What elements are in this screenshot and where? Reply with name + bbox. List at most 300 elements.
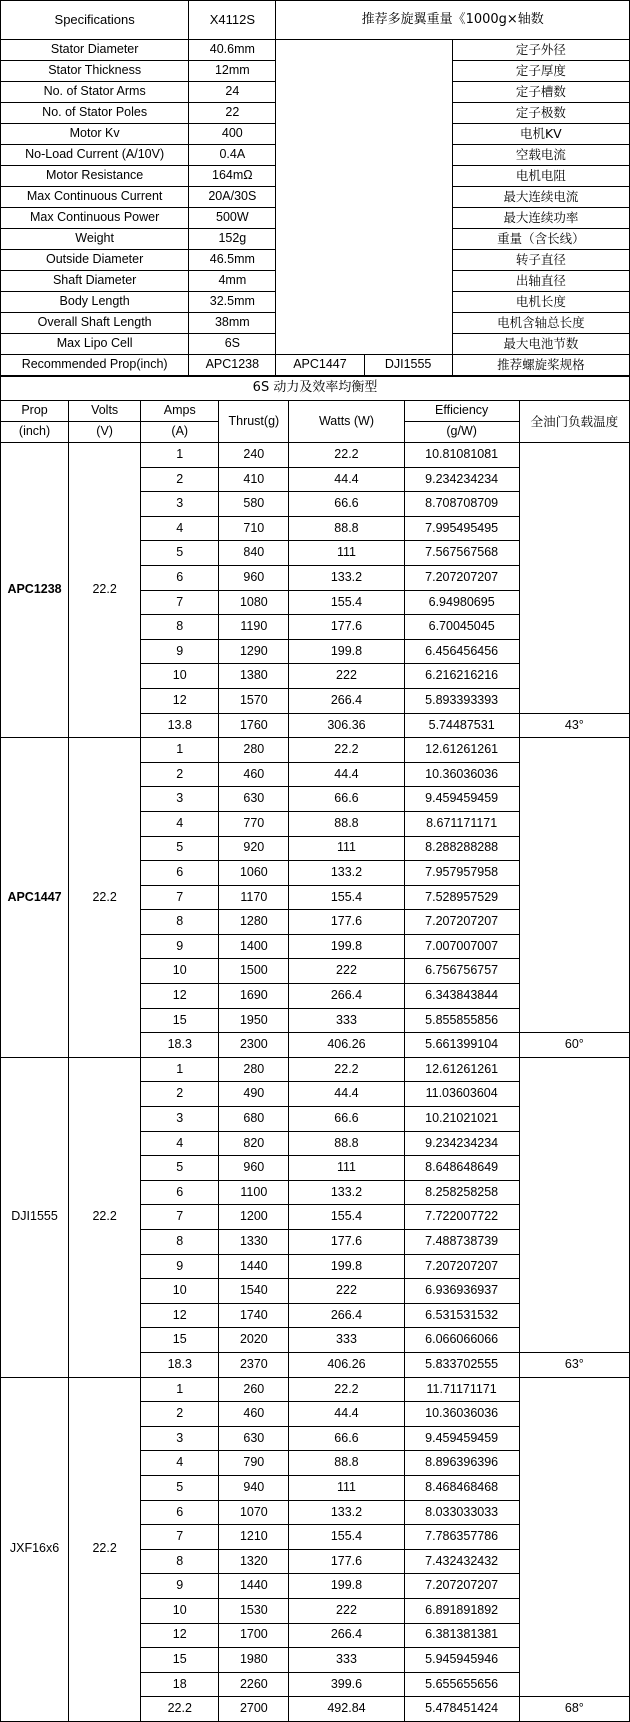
cell-efficiency: 6.94980695 [404, 590, 519, 615]
cell-amps: 7 [141, 1205, 219, 1230]
cell-efficiency: 10.81081081 [404, 443, 519, 468]
spec-label-cn: 最大连续功率 [452, 208, 629, 229]
cell-amps: 3 [141, 787, 219, 812]
cell-thrust: 790 [219, 1451, 289, 1476]
cell-efficiency: 8.033033033 [404, 1500, 519, 1525]
group-temp-blank [519, 1057, 629, 1352]
cell-watts: 88.8 [289, 1451, 404, 1476]
spec-label: Max Continuous Power [1, 208, 189, 229]
cell-amps: 9 [141, 1254, 219, 1279]
group-prop-name: APC1447 [1, 738, 69, 1058]
group-prop-name: APC1238 [1, 443, 69, 738]
spec-label: No. of Stator Poles [1, 103, 189, 124]
cell-thrust: 1760 [219, 713, 289, 738]
cell-thrust: 490 [219, 1082, 289, 1107]
cell-efficiency: 11.71171171 [404, 1377, 519, 1402]
col-header-thrust: Thrust(g) [219, 401, 289, 443]
spec-value: 22 [189, 103, 276, 124]
cell-amps: 10 [141, 959, 219, 984]
cell-efficiency: 5.74487531 [404, 713, 519, 738]
cell-efficiency: 7.957957958 [404, 861, 519, 886]
cell-efficiency: 7.207207207 [404, 1254, 519, 1279]
spec-label-cn: 电机长度 [452, 292, 629, 313]
cell-amps: 2 [141, 1082, 219, 1107]
cell-efficiency: 6.456456456 [404, 639, 519, 664]
spec-row [1, 40, 630, 61]
cell-thrust: 710 [219, 516, 289, 541]
col-header-temperature: 全油门负载温度 [519, 401, 629, 443]
cell-thrust: 1280 [219, 910, 289, 935]
cell-amps: 3 [141, 1426, 219, 1451]
cell-amps: 15 [141, 1008, 219, 1033]
cell-watts: 266.4 [289, 984, 404, 1009]
cell-amps: 4 [141, 1131, 219, 1156]
cell-watts: 333 [289, 1648, 404, 1673]
cell-watts: 222 [289, 959, 404, 984]
cell-efficiency: 7.488738739 [404, 1230, 519, 1255]
cell-thrust: 920 [219, 836, 289, 861]
group-prop-name: DJI1555 [1, 1057, 69, 1377]
cell-amps: 4 [141, 811, 219, 836]
spec-label-cn: 定子极数 [452, 103, 629, 124]
cell-watts: 222 [289, 664, 404, 689]
cell-thrust: 460 [219, 1402, 289, 1427]
spec-label-cn: 定子厚度 [452, 61, 629, 82]
cell-amps: 9 [141, 934, 219, 959]
cell-watts: 155.4 [289, 1205, 404, 1230]
cell-watts: 88.8 [289, 1131, 404, 1156]
cell-amps: 10 [141, 1598, 219, 1623]
cell-watts: 222 [289, 1279, 404, 1304]
cell-thrust: 1440 [219, 1254, 289, 1279]
spec-label-cn: 定子外径 [452, 40, 629, 61]
group-temperature: 60° [519, 1033, 629, 1058]
cell-thrust: 580 [219, 492, 289, 517]
cell-amps: 18 [141, 1672, 219, 1697]
cell-efficiency: 5.945945946 [404, 1648, 519, 1673]
cell-efficiency: 9.234234234 [404, 467, 519, 492]
cell-thrust: 1690 [219, 984, 289, 1009]
cell-watts: 88.8 [289, 516, 404, 541]
cell-amps: 9 [141, 639, 219, 664]
spec-value: 32.5mm [189, 292, 276, 313]
col-header-volts: Volts [69, 401, 141, 422]
cell-thrust: 1200 [219, 1205, 289, 1230]
spec-label-cn: 电机KV [452, 124, 629, 145]
cell-amps: 12 [141, 688, 219, 713]
cell-thrust: 1440 [219, 1574, 289, 1599]
spec-label-cn: 电机电阻 [452, 166, 629, 187]
cell-efficiency: 7.722007722 [404, 1205, 519, 1230]
cell-watts: 266.4 [289, 1623, 404, 1648]
cell-amps: 5 [141, 1156, 219, 1181]
cell-watts: 333 [289, 1008, 404, 1033]
cell-efficiency: 7.207207207 [404, 565, 519, 590]
cell-thrust: 1700 [219, 1623, 289, 1648]
cell-efficiency: 5.855855856 [404, 1008, 519, 1033]
cell-watts: 177.6 [289, 910, 404, 935]
cell-watts: 266.4 [289, 688, 404, 713]
table-row [1, 738, 630, 763]
cell-thrust: 820 [219, 1131, 289, 1156]
spec-label: Motor Kv [1, 124, 189, 145]
cell-watts: 66.6 [289, 1107, 404, 1132]
spec-label: Motor Resistance [1, 166, 189, 187]
cell-efficiency: 10.36036036 [404, 762, 519, 787]
cell-thrust: 2700 [219, 1697, 289, 1722]
cell-watts: 88.8 [289, 811, 404, 836]
cell-efficiency: 7.528957529 [404, 885, 519, 910]
cell-amps: 8 [141, 910, 219, 935]
cell-amps: 6 [141, 1500, 219, 1525]
cell-efficiency: 8.708708709 [404, 492, 519, 517]
spec-value: 38mm [189, 313, 276, 334]
cell-efficiency: 5.478451424 [404, 1697, 519, 1722]
cell-efficiency: 6.381381381 [404, 1623, 519, 1648]
cell-efficiency: 5.833702555 [404, 1352, 519, 1377]
cell-amps: 9 [141, 1574, 219, 1599]
cell-thrust: 960 [219, 1156, 289, 1181]
spec-label-cn: 空载电流 [452, 145, 629, 166]
cell-amps: 7 [141, 1525, 219, 1550]
specifications-table [0, 0, 630, 376]
spec-value: 400 [189, 124, 276, 145]
cell-watts: 222 [289, 1598, 404, 1623]
spec-value: 4mm [189, 271, 276, 292]
cell-amps: 12 [141, 984, 219, 1009]
cell-watts: 133.2 [289, 861, 404, 886]
cell-watts: 22.2 [289, 1057, 404, 1082]
recommended-prop-label: Recommended Prop(inch) [1, 355, 189, 376]
cell-amps: 8 [141, 1549, 219, 1574]
cell-watts: 406.26 [289, 1033, 404, 1058]
table-row [1, 1377, 630, 1402]
section-title-row [1, 377, 630, 401]
spec-label-cn: 定子槽数 [452, 82, 629, 103]
cell-efficiency: 6.066066066 [404, 1328, 519, 1353]
group-temp-blank [519, 443, 629, 714]
cell-amps: 12 [141, 1623, 219, 1648]
cell-thrust: 1170 [219, 885, 289, 910]
cell-watts: 22.2 [289, 738, 404, 763]
cell-efficiency: 5.655655656 [404, 1672, 519, 1697]
cell-thrust: 410 [219, 467, 289, 492]
table-row [1, 443, 630, 468]
cell-watts: 177.6 [289, 1230, 404, 1255]
cell-amps: 2 [141, 467, 219, 492]
spec-value: 152g [189, 229, 276, 250]
spec-label-cn: 最大连续电流 [452, 187, 629, 208]
spec-header-row [1, 1, 630, 40]
cell-thrust: 240 [219, 443, 289, 468]
group-volts: 22.2 [69, 1057, 141, 1377]
cell-efficiency: 7.786357786 [404, 1525, 519, 1550]
cell-thrust: 1320 [219, 1549, 289, 1574]
cell-watts: 266.4 [289, 1303, 404, 1328]
spec-label: Stator Diameter [1, 40, 189, 61]
cell-amps: 7 [141, 590, 219, 615]
cell-thrust: 1380 [219, 664, 289, 689]
cell-efficiency: 8.648648649 [404, 1156, 519, 1181]
cell-watts: 111 [289, 836, 404, 861]
table-row [1, 1057, 630, 1082]
cell-thrust: 1060 [219, 861, 289, 886]
group-temperature: 43° [519, 713, 629, 738]
cell-amps: 6 [141, 861, 219, 886]
spec-value: 20A/30S [189, 187, 276, 208]
cell-efficiency: 6.343843844 [404, 984, 519, 1009]
cell-efficiency: 8.468468468 [404, 1475, 519, 1500]
cell-amps: 3 [141, 492, 219, 517]
cell-watts: 44.4 [289, 1402, 404, 1427]
spec-value: 40.6mm [189, 40, 276, 61]
cell-watts: 66.6 [289, 787, 404, 812]
data-header-row-1 [1, 401, 630, 422]
cell-watts: 492.84 [289, 1697, 404, 1722]
cell-thrust: 1500 [219, 959, 289, 984]
spec-label: Stator Thickness [1, 61, 189, 82]
cell-efficiency: 8.258258258 [404, 1180, 519, 1205]
cell-thrust: 1190 [219, 615, 289, 640]
cell-efficiency: 10.36036036 [404, 1402, 519, 1427]
cell-amps: 1 [141, 443, 219, 468]
cell-thrust: 1080 [219, 590, 289, 615]
section-title: 6S 动力及效率均衡型 [1, 377, 630, 401]
cell-thrust: 1330 [219, 1230, 289, 1255]
spec-weight-note: 推荐多旋翼重量《1000g×轴数 [276, 1, 630, 40]
spec-value: 0.4A [189, 145, 276, 166]
cell-thrust: 2300 [219, 1033, 289, 1058]
cell-thrust: 1210 [219, 1525, 289, 1550]
recommended-prop-value: DJI1555 [364, 355, 452, 376]
cell-efficiency: 9.234234234 [404, 1131, 519, 1156]
cell-amps: 8 [141, 615, 219, 640]
recommended-prop-value: APC1238 [189, 355, 276, 376]
cell-watts: 111 [289, 1156, 404, 1181]
cell-thrust: 1740 [219, 1303, 289, 1328]
group-volts: 22.2 [69, 738, 141, 1058]
cell-watts: 22.2 [289, 443, 404, 468]
performance-table [0, 376, 630, 1722]
col-header-watts: Watts (W) [289, 401, 404, 443]
cell-thrust: 2020 [219, 1328, 289, 1353]
cell-watts: 133.2 [289, 1500, 404, 1525]
cell-amps: 6 [141, 565, 219, 590]
cell-thrust: 1400 [219, 934, 289, 959]
cell-thrust: 770 [219, 811, 289, 836]
cell-thrust: 1540 [219, 1279, 289, 1304]
cell-amps: 8 [141, 1230, 219, 1255]
cell-amps: 5 [141, 541, 219, 566]
cell-thrust: 630 [219, 1426, 289, 1451]
cell-thrust: 2370 [219, 1352, 289, 1377]
cell-amps: 22.2 [141, 1697, 219, 1722]
col-header-prop-unit: (inch) [1, 422, 69, 443]
cell-amps: 1 [141, 1377, 219, 1402]
cell-watts: 199.8 [289, 1574, 404, 1599]
cell-amps: 2 [141, 1402, 219, 1427]
spec-value: 12mm [189, 61, 276, 82]
cell-efficiency: 7.007007007 [404, 934, 519, 959]
col-header-volts-unit: (V) [69, 422, 141, 443]
spec-label: Max Lipo Cell [1, 334, 189, 355]
cell-amps: 4 [141, 516, 219, 541]
cell-watts: 199.8 [289, 934, 404, 959]
cell-thrust: 280 [219, 1057, 289, 1082]
group-temperature: 68° [519, 1697, 629, 1722]
cell-watts: 44.4 [289, 1082, 404, 1107]
cell-amps: 5 [141, 836, 219, 861]
spec-label: Body Length [1, 292, 189, 313]
cell-amps: 5 [141, 1475, 219, 1500]
spec-label-cn: 重量（含长线） [452, 229, 629, 250]
spec-label: No-Load Current (A/10V) [1, 145, 189, 166]
cell-efficiency: 5.661399104 [404, 1033, 519, 1058]
spec-value: 24 [189, 82, 276, 103]
cell-watts: 111 [289, 541, 404, 566]
cell-efficiency: 12.61261261 [404, 738, 519, 763]
cell-thrust: 1570 [219, 688, 289, 713]
cell-efficiency: 8.288288288 [404, 836, 519, 861]
cell-amps: 13.8 [141, 713, 219, 738]
spec-label-cn: 电机含轴总长度 [452, 313, 629, 334]
cell-efficiency: 6.756756757 [404, 959, 519, 984]
cell-efficiency: 6.531531532 [404, 1303, 519, 1328]
cell-thrust: 460 [219, 762, 289, 787]
spec-title: Specifications [1, 1, 189, 40]
spec-value: 164mΩ [189, 166, 276, 187]
cell-watts: 399.6 [289, 1672, 404, 1697]
recommended-prop-value: APC1447 [276, 355, 364, 376]
spec-value: 500W [189, 208, 276, 229]
cell-efficiency: 7.432432432 [404, 1549, 519, 1574]
recommended-prop-row [1, 355, 630, 376]
cell-amps: 10 [141, 664, 219, 689]
cell-watts: 199.8 [289, 1254, 404, 1279]
cell-efficiency: 9.459459459 [404, 787, 519, 812]
cell-efficiency: 11.03603604 [404, 1082, 519, 1107]
cell-amps: 7 [141, 885, 219, 910]
cell-amps: 18.3 [141, 1033, 219, 1058]
spec-value: 46.5mm [189, 250, 276, 271]
cell-thrust: 1950 [219, 1008, 289, 1033]
spec-label-cn: 转子直径 [452, 250, 629, 271]
cell-watts: 133.2 [289, 1180, 404, 1205]
cell-efficiency: 7.207207207 [404, 910, 519, 935]
cell-amps: 3 [141, 1107, 219, 1132]
group-temperature: 63° [519, 1352, 629, 1377]
cell-thrust: 940 [219, 1475, 289, 1500]
cell-amps: 1 [141, 1057, 219, 1082]
cell-thrust: 260 [219, 1377, 289, 1402]
cell-thrust: 630 [219, 787, 289, 812]
cell-efficiency: 5.893393393 [404, 688, 519, 713]
group-temp-blank [519, 1377, 629, 1697]
cell-efficiency: 9.459459459 [404, 1426, 519, 1451]
cell-efficiency: 7.995495495 [404, 516, 519, 541]
recommended-prop-label-cn: 推荐螺旋桨规格 [452, 355, 629, 376]
spec-model: X4112S [189, 1, 276, 40]
cell-amps: 15 [141, 1648, 219, 1673]
cell-efficiency: 10.21021021 [404, 1107, 519, 1132]
spec-label: Outside Diameter [1, 250, 189, 271]
cell-thrust: 1290 [219, 639, 289, 664]
cell-watts: 44.4 [289, 467, 404, 492]
col-header-prop: Prop [1, 401, 69, 422]
cell-efficiency: 6.891891892 [404, 1598, 519, 1623]
cell-watts: 177.6 [289, 615, 404, 640]
spec-blank-area [276, 40, 452, 355]
cell-efficiency: 6.70045045 [404, 615, 519, 640]
cell-amps: 4 [141, 1451, 219, 1476]
cell-watts: 199.8 [289, 639, 404, 664]
cell-watts: 306.36 [289, 713, 404, 738]
cell-thrust: 1980 [219, 1648, 289, 1673]
cell-efficiency: 6.936936937 [404, 1279, 519, 1304]
spec-label: Shaft Diameter [1, 271, 189, 292]
cell-watts: 155.4 [289, 590, 404, 615]
cell-efficiency: 7.207207207 [404, 1574, 519, 1599]
cell-thrust: 1530 [219, 1598, 289, 1623]
cell-watts: 66.6 [289, 492, 404, 517]
col-header-amps: Amps [141, 401, 219, 422]
cell-amps: 2 [141, 762, 219, 787]
cell-amps: 15 [141, 1328, 219, 1353]
spec-label: No. of Stator Arms [1, 82, 189, 103]
cell-amps: 6 [141, 1180, 219, 1205]
cell-watts: 66.6 [289, 1426, 404, 1451]
cell-efficiency: 6.216216216 [404, 664, 519, 689]
col-header-amps-unit: (A) [141, 422, 219, 443]
spec-label: Weight [1, 229, 189, 250]
spec-label: Overall Shaft Length [1, 313, 189, 334]
group-prop-name: JXF16x6 [1, 1377, 69, 1721]
cell-watts: 155.4 [289, 885, 404, 910]
cell-thrust: 960 [219, 565, 289, 590]
cell-efficiency: 8.896396396 [404, 1451, 519, 1476]
cell-watts: 333 [289, 1328, 404, 1353]
cell-watts: 406.26 [289, 1352, 404, 1377]
cell-thrust: 680 [219, 1107, 289, 1132]
spec-label-cn: 最大电池节数 [452, 334, 629, 355]
cell-thrust: 280 [219, 738, 289, 763]
cell-thrust: 1100 [219, 1180, 289, 1205]
spec-label: Max Continuous Current [1, 187, 189, 208]
cell-watts: 44.4 [289, 762, 404, 787]
spec-value: 6S [189, 334, 276, 355]
cell-watts: 111 [289, 1475, 404, 1500]
cell-amps: 18.3 [141, 1352, 219, 1377]
cell-amps: 10 [141, 1279, 219, 1304]
cell-efficiency: 12.61261261 [404, 1057, 519, 1082]
cell-efficiency: 7.567567568 [404, 541, 519, 566]
cell-watts: 133.2 [289, 565, 404, 590]
col-header-efficiency-unit: (g/W) [404, 422, 519, 443]
cell-watts: 177.6 [289, 1549, 404, 1574]
cell-thrust: 1070 [219, 1500, 289, 1525]
cell-amps: 12 [141, 1303, 219, 1328]
spec-label-cn: 出轴直径 [452, 271, 629, 292]
cell-efficiency: 8.671171171 [404, 811, 519, 836]
cell-amps: 1 [141, 738, 219, 763]
group-volts: 22.2 [69, 1377, 141, 1721]
cell-watts: 155.4 [289, 1525, 404, 1550]
col-header-efficiency: Efficiency [404, 401, 519, 422]
group-temp-blank [519, 738, 629, 1033]
cell-thrust: 2260 [219, 1672, 289, 1697]
cell-watts: 22.2 [289, 1377, 404, 1402]
group-volts: 22.2 [69, 443, 141, 738]
